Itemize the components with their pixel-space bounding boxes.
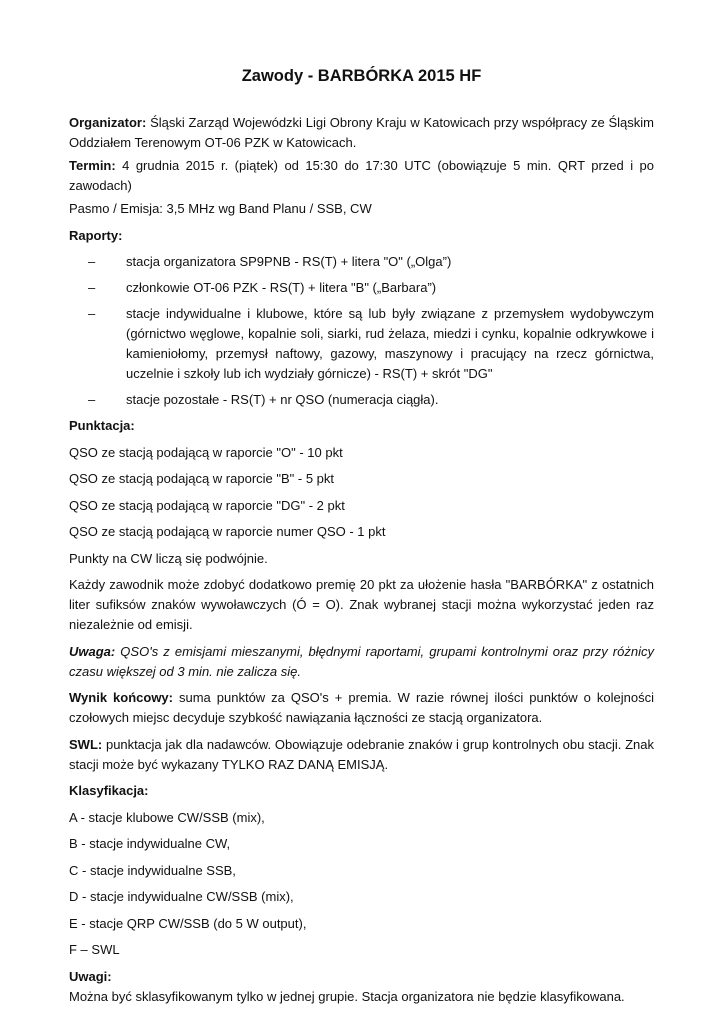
warning-paragraph	[69, 642, 654, 682]
dash-bullet: –	[88, 306, 96, 321]
notes-heading	[69, 967, 654, 987]
scoring-line: QSO ze stacją podającą w raporcie numer QSO - 1 pkt	[69, 524, 386, 539]
organizer-text: Śląski Zarząd Wojewódzki Ligi Obrony Kraju w Katowicach przy współpracy ze Śląskim Oddziałem Terenowym OT-06 PZK w Katowicach.	[69, 115, 654, 150]
notes-text: Można być sklasyfikowanym tylko w jednej grupie. Stacja organizatora nie będzie klasyfikowana.	[69, 988, 625, 1004]
dash-bullet: –	[88, 392, 96, 407]
report-text: stacja organizatora SP9PNB - RS(T) + litera "O" („Olga”)	[126, 254, 452, 269]
dash-bullet: –	[88, 254, 96, 269]
classification-item: D - stacje indywidualne CW/SSB (mix),	[69, 889, 294, 904]
final-label: Wynik końcowy:	[69, 690, 173, 705]
list-item	[69, 252, 654, 272]
warning-label: Uwaga:	[69, 643, 116, 659]
dash-bullet: –	[88, 280, 96, 295]
term-paragraph	[69, 156, 654, 196]
band-paragraph: Pasmo / Emisja: 3,5 MHz wg Band Planu / SSB, CW	[69, 201, 372, 216]
list-item	[69, 278, 654, 298]
scoring-line: QSO ze stacją podającą w raporcie "B" - 5 pkt	[69, 471, 335, 486]
report-text: członkowie OT-06 PZK - RS(T) + litera "B" („Barbara”)	[126, 280, 437, 295]
list-item	[69, 390, 654, 410]
reports-list	[69, 252, 654, 410]
report-text: stacje pozostałe - RS(T) + nr QSO (numeracja ciągła).	[126, 392, 439, 407]
bonus-paragraph: Każdy zawodnik może zdobyć dodatkowo premię 20 pkt za ułożenie hasła "BARBÓRKA" z ostatnich liter sufiksów znaków wywoławczych (Ó = O). Znak wybranej stacji można wykorzystać jeden raz niezależnie od emisji.	[69, 577, 654, 632]
swl-label: SWL:	[69, 736, 103, 752]
scoring-line: Punkty na CW liczą się podwójnie.	[69, 550, 268, 566]
organizer-label: Organizator:	[69, 115, 147, 130]
classification-item: B - stacje indywidualne CW,	[69, 836, 231, 851]
list-item	[69, 304, 654, 384]
organizer-paragraph	[69, 113, 654, 153]
scoring-line: QSO ze stacją podającą w raporcie "O" - 10 pkt	[69, 444, 343, 460]
classification-heading	[69, 781, 654, 801]
classification-label: Klasyfikacja:	[69, 783, 149, 798]
report-text: stacje indywidualne i klubowe, które są lub były związane z przemysłem wydobywczym (górnictwo węglowe, kopalnie soli, siarki, rud żelaza, miedzi i cynku, kopalnie odkrywkowe i kamieniołomy, przemysł naftowy, gazowy, maszynowy i pracujący na rzecz górnictwa, uczelnie i szkoły lub ich wydziały górnicze) - RS(T) + skrót "DG"	[126, 306, 654, 381]
warning-text: QSO's z emisjami mieszanymi, błędnymi raportami, grupami kontrolnymi oraz przy różnicy czasu większej od 3 min. nie zalicza się.	[69, 643, 654, 679]
final-text: suma punktów za QSO's + premia. W razie równej ilości punktów o kolejności czołowych miejsc decyduje szybkość nawiązania łączności ze stacją organizatora.	[69, 690, 654, 725]
notes-label: Uwagi:	[69, 968, 112, 984]
swl-text: punktacja jak dla nadawców. Obowiązuje odebranie znaków i grup kontrolnych obu stacji. Znak stacji może być wykazany TYLKO RAZ DANĄ EMISJĄ.	[69, 736, 654, 772]
reports-heading	[69, 226, 654, 246]
classification-item: E - stacje QRP CW/SSB (do 5 W output),	[69, 915, 307, 931]
swl-paragraph	[69, 735, 654, 775]
scoring-label: Punktacja:	[69, 418, 135, 433]
term-text: 4 grudnia 2015 r. (piątek) od 15:30 do 17:30 UTC (obowiązuje 5 min. QRT przed i po zawodach)	[69, 158, 654, 193]
classification-item: C - stacje indywidualne SSB,	[69, 862, 236, 878]
document-title: Zawody - BARBÓRKA 2015 HF	[241, 67, 482, 85]
scoring-line: QSO ze stacją podającą w raporcie "DG" - 2 pkt	[69, 497, 345, 513]
classification-item: F – SWL	[69, 942, 120, 957]
reports-label: Raporty:	[69, 227, 123, 243]
scoring-heading	[69, 416, 654, 436]
classification-item: A - stacje klubowe CW/SSB (mix),	[69, 809, 265, 825]
term-label: Termin:	[69, 158, 116, 173]
final-result-paragraph	[69, 688, 654, 728]
